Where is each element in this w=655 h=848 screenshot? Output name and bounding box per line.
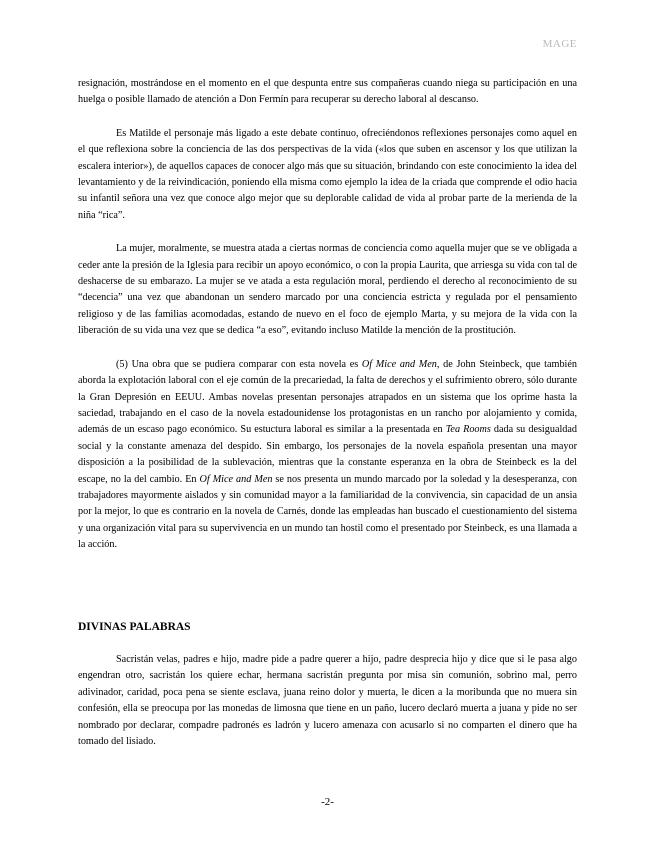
section-title: DIVINAS PALABRAS (78, 621, 191, 633)
paragraph-text: se nos presenta un mundo marcado por la soledad y la desesperanza, con trabajadores mayormente aislados y sin comunidad mayor a la familiaridad de la convivencia, sin capacidad de un ansia por la mejor, lo que es contrario en la novela de Carnés, donde las empleadas han buscado el cuestionamiento del sistema y una organización vital para su supervivencia en un mundo tan hostil como el presentado por Steinbeck, es una llamada a la acción. (78, 473, 578, 551)
section-body (78, 652, 577, 767)
paragraph-p2 (78, 126, 577, 224)
paragraph-p4 (78, 357, 577, 554)
header-label: MAGE (542, 38, 577, 50)
paragraph-text: , de John Steinbeck, que también aborda la explotación laboral con el eje común de la precariedad, la falta de derechos y el sufrimiento obrero, sólo durante la Gran Depresión en EEUU. Ambas novelas presentan personajes atrapados en un sistema que los oprime hasta la saciedad, trabajando en el caso de la novela estadounidense los protagonistas en un rancho por alojamiento y comida, además de un escaso pago económico. Su estuctura laboral es similar a la presentada en (78, 358, 577, 436)
paragraph-text: resignación, mostrándose en el momento en el que despunta entre sus compañeras cuando niega su participación en una huelga o posible llamado de atención a Don Fermín para recuperar su derecho laboral al descanso. (78, 78, 577, 106)
paragraph-text: dada su desigualdad social y la constante amenaza del despido. Sin embargo, los personajes de la novela española presentan una mayor disposición a la posibilidad de la sublevación, mientras que la constante esperanza en la obra de Steinbeck es la del escape, no la del cambio. En (78, 424, 578, 485)
paragraph-p5 (78, 652, 577, 750)
paragraph-text: Sacristán velas, padres e hijo, madre pide a padre querer a hijo, padre desprecia hijo y dice que si le pasa algo engendran otro, sacristán los quiere echar, hermana sacristán pregunta por misa sin comunión, sobrino mal, perro adivinador, caridad, poca pena se siente esclava, juana reino dolor y muerta, le dicen a la moribunda que no muera sin confesión, ella se preocupa por las monedas de limosna que tiene en un paño, lucero declaró muerta a juana y pide no ser nombrado por declarar, compadre padronés es ladrón y lucero amenaza con acusarlo si no comparten el dinero que ha tomado del lisiado. (78, 654, 577, 748)
paragraph-text: La mujer, moralmente, se muestra atada a ciertas normas de conciencia como aquella mujer que se ve obligada a ceder ante la presión de la Iglesia para recibir un apoyo económico, o con la propia Laurita, que arriesga su vida con tal de deshacerse de su embarazo. La mujer se ve atada a esta regulación moral, perdiendo el derecho al reconocimiento de su “decencia” una vez que abandonan un sendero marcado por una conciencia estricta y regulada por el pensamiento religioso y de las familias acomodadas, estando de nuevo en el foco de ejemplo Marta, y su mejora de la vida con la liberación de su vida una vez que se dedica “a eso”, evitando incluso Matilde la mención de la prostitución. (78, 243, 577, 337)
paragraph-p3 (78, 241, 577, 339)
paragraph-p1 (78, 76, 577, 109)
italic-title: Of Mice and Men (361, 358, 437, 370)
paragraph-text: Es Matilde el personaje más ligado a este debate continuo, ofreciéndonos reflexiones personajes como aquel en el que reflexiona sobre la conciencia de las dos perspectivas de la vida («los que suben en ascensor y los que utilizan la escalera interior»), de aquellos capaces de conocer algo más que su situación, brindando con este conocimiento la idea del levantamiento y de la reivindicación, poniendo ella misma como ejemplo la idea de la criada que comprende el odio hacia su infantil señora una vez que conoce algo mejor que su deplorable calidad de vida al probar parte de la merienda de la niña “rica”. (78, 127, 577, 221)
paragraph-text: (5) Una obra que se pudiera comparar con esta novela es (116, 358, 362, 370)
document-body (78, 76, 577, 571)
italic-title: Tea Rooms (445, 424, 491, 436)
italic-title: Of Mice and Men (199, 473, 273, 485)
page-number: -2- (321, 796, 334, 808)
